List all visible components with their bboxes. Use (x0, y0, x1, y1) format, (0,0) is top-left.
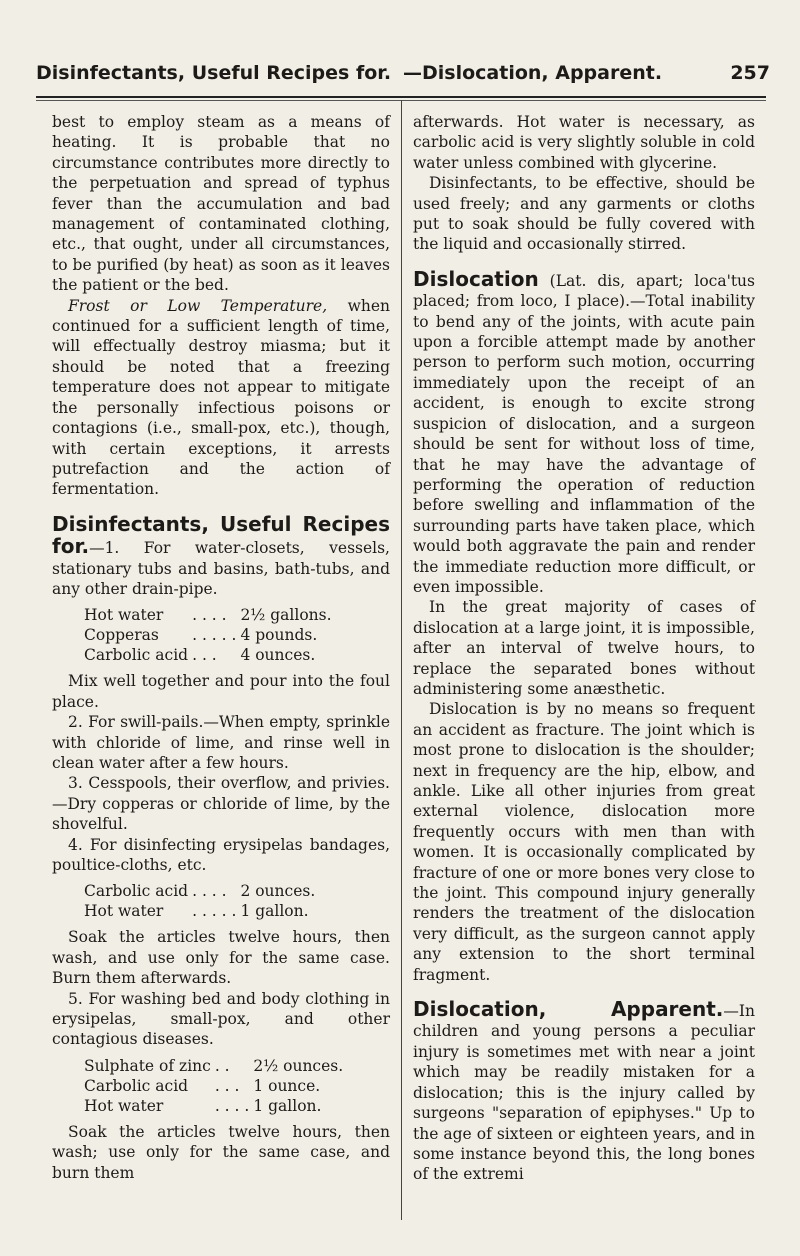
recipe-row: Sulphate of zinc . . 2½ ounces. (84, 1056, 344, 1075)
running-header (30, 62, 770, 92)
recipe-row: Copperas . . . . . 4 pounds. (84, 626, 318, 645)
left-column (52, 112, 390, 1183)
entry-text: —In children and young persons a peculiar injury is sometimes met with near a joint which may be readily mistaken for a dislocation; this is the injury called by surgeons "separation of epiphyses." Up to the age of sixteen or eighteen years, and in some instance beyond this, the long bones of the extremi (413, 1002, 755, 1184)
header-rule (36, 96, 766, 98)
paragraph: 4. For disinfecting erysipelas bandages, poultice-cloths, etc. (52, 835, 390, 874)
recipe-row: Hot water . . . . 2½ gallons. (84, 606, 332, 625)
frost-text: when continued for a sufficient length of time, will effectually destroy miasma; but it should be noted that a freezing temperature does not appear to mitigate the personally infectious poisons or contagions (i.e., small-pox, etc.), though, with certain exceptions, it arrests putrefaction and the action of fermentation. (52, 296, 390, 499)
paragraph: Disinfectants, to be effective, should be used freely; and any garments or cloths put to soak should be fully covered with the liquid and occasionally stirred. (413, 174, 755, 254)
paragraph: afterwards. Hot water is necessary, as carbolic acid is very slightly soluble in cold water unless combined with glycerine. (413, 113, 755, 172)
entry-dislocation (413, 266, 755, 598)
header-right-title: —Dislocation, Apparent. (403, 62, 663, 84)
recipe-row: Carbolic acid . . . . 2 ounces. (84, 882, 316, 901)
right-column (413, 112, 755, 1185)
recipe-row: Hot water . . . . 1 gallon. (84, 1096, 322, 1115)
entry-etymology: (Lat. dis, apart; loca'tus placed; from loco, I place). (413, 271, 755, 311)
entry-text: —1. For water-closets, vessels, stationary tubs and basins, bath-tubs, and any other drain-pipe. (52, 539, 390, 598)
entry-heading: Dislocation, Apparent. (413, 997, 724, 1022)
paragraph: 3. Cesspools, their overflow, and privies. —Dry copperas or chloride of lime, by the shovelful. (52, 774, 390, 834)
entry-heading: Dislocation (413, 266, 539, 291)
paragraph: 5. For washing bed and body clothing in erysipelas, small-pox, and other contagious diseases. (52, 989, 390, 1049)
page-number: 257 (730, 62, 770, 84)
paragraph-frost (52, 296, 390, 500)
entry-text: —Total inability to bend any of the joints, with acute pain upon a forcible attempt made by another person to perform such motion, occurring immediately upon the receipt of an accident, is enough to excite strong suspicion of dislocation, and a surgeon should be sent for without loss of time, that he may have the advantage of performing the operation of reduction before swelling and inflammation of the surrounding parts have taken place, which would both aggravate the pain and render the immediate reduction more difficult, or even impossible. (413, 292, 755, 596)
recipe-row: Hot water . . . . . 1 gallon. (84, 902, 309, 921)
recipe-table-2 (84, 881, 315, 921)
recipe-table-3 (84, 1056, 343, 1116)
frost-term: Frost or Low Temperature, (68, 296, 328, 315)
recipe-row: Carbolic acid . . . 4 ounces. (84, 646, 316, 665)
paragraph: Soak the articles twelve hours, then wash, and use only for the same case. Burn them afterwards. (52, 928, 390, 988)
recipe-row: Carbolic acid . . . 1 ounce. (84, 1076, 321, 1095)
paragraph: Mix well together and pour into the foul place. (52, 672, 390, 711)
column-divider (401, 100, 402, 1220)
entry-heading: Disinfectants, Useful Recipes for. (52, 511, 390, 559)
paragraph: 2. For swill-pails.—When empty, sprinkle with chloride of lime, and rinse well in clean water after a few hours. (52, 713, 390, 772)
paragraph: Soak the articles twelve hours, then wash; use only for the same case, and burn them (52, 1122, 390, 1182)
entry-dislocation-apparent (413, 999, 755, 1185)
recipe-table-1 (84, 605, 332, 665)
header-left-title: Disinfectants, Useful Recipes for. (36, 62, 392, 84)
paragraph: In the great majority of cases of dislocation at a large joint, it is impossible, after an interval of twelve hours, to replace the separated bones without administering some anæsthetic. (413, 598, 755, 698)
paragraph: Dislocation is by no means so frequent an accident as fracture. The joint which is most prone to dislocation is the shoulder; next in frequency are the hip, elbow, and ankle. Like all other injuries from great external violence, dislocation more frequently occurs with men than with women. It is occasionally complicated by fracture of one or more bones very close to the joint. This compound injury generally renders the treatment of the dislocation very difficult, as the surgeon cannot apply any extension to the short terminal fragment. (413, 700, 755, 984)
paragraph: best to employ steam as a means of heating. It is probable that no circumstance contributes more directly to the perpetuation and spread of typhus fever than the accumulation and bad management of contaminated clothing, etc., that ought, under all circumstances, to be purified (by heat) as soon as it leaves the patient or the bed. (52, 113, 390, 295)
entry-disinfectants (52, 511, 390, 600)
